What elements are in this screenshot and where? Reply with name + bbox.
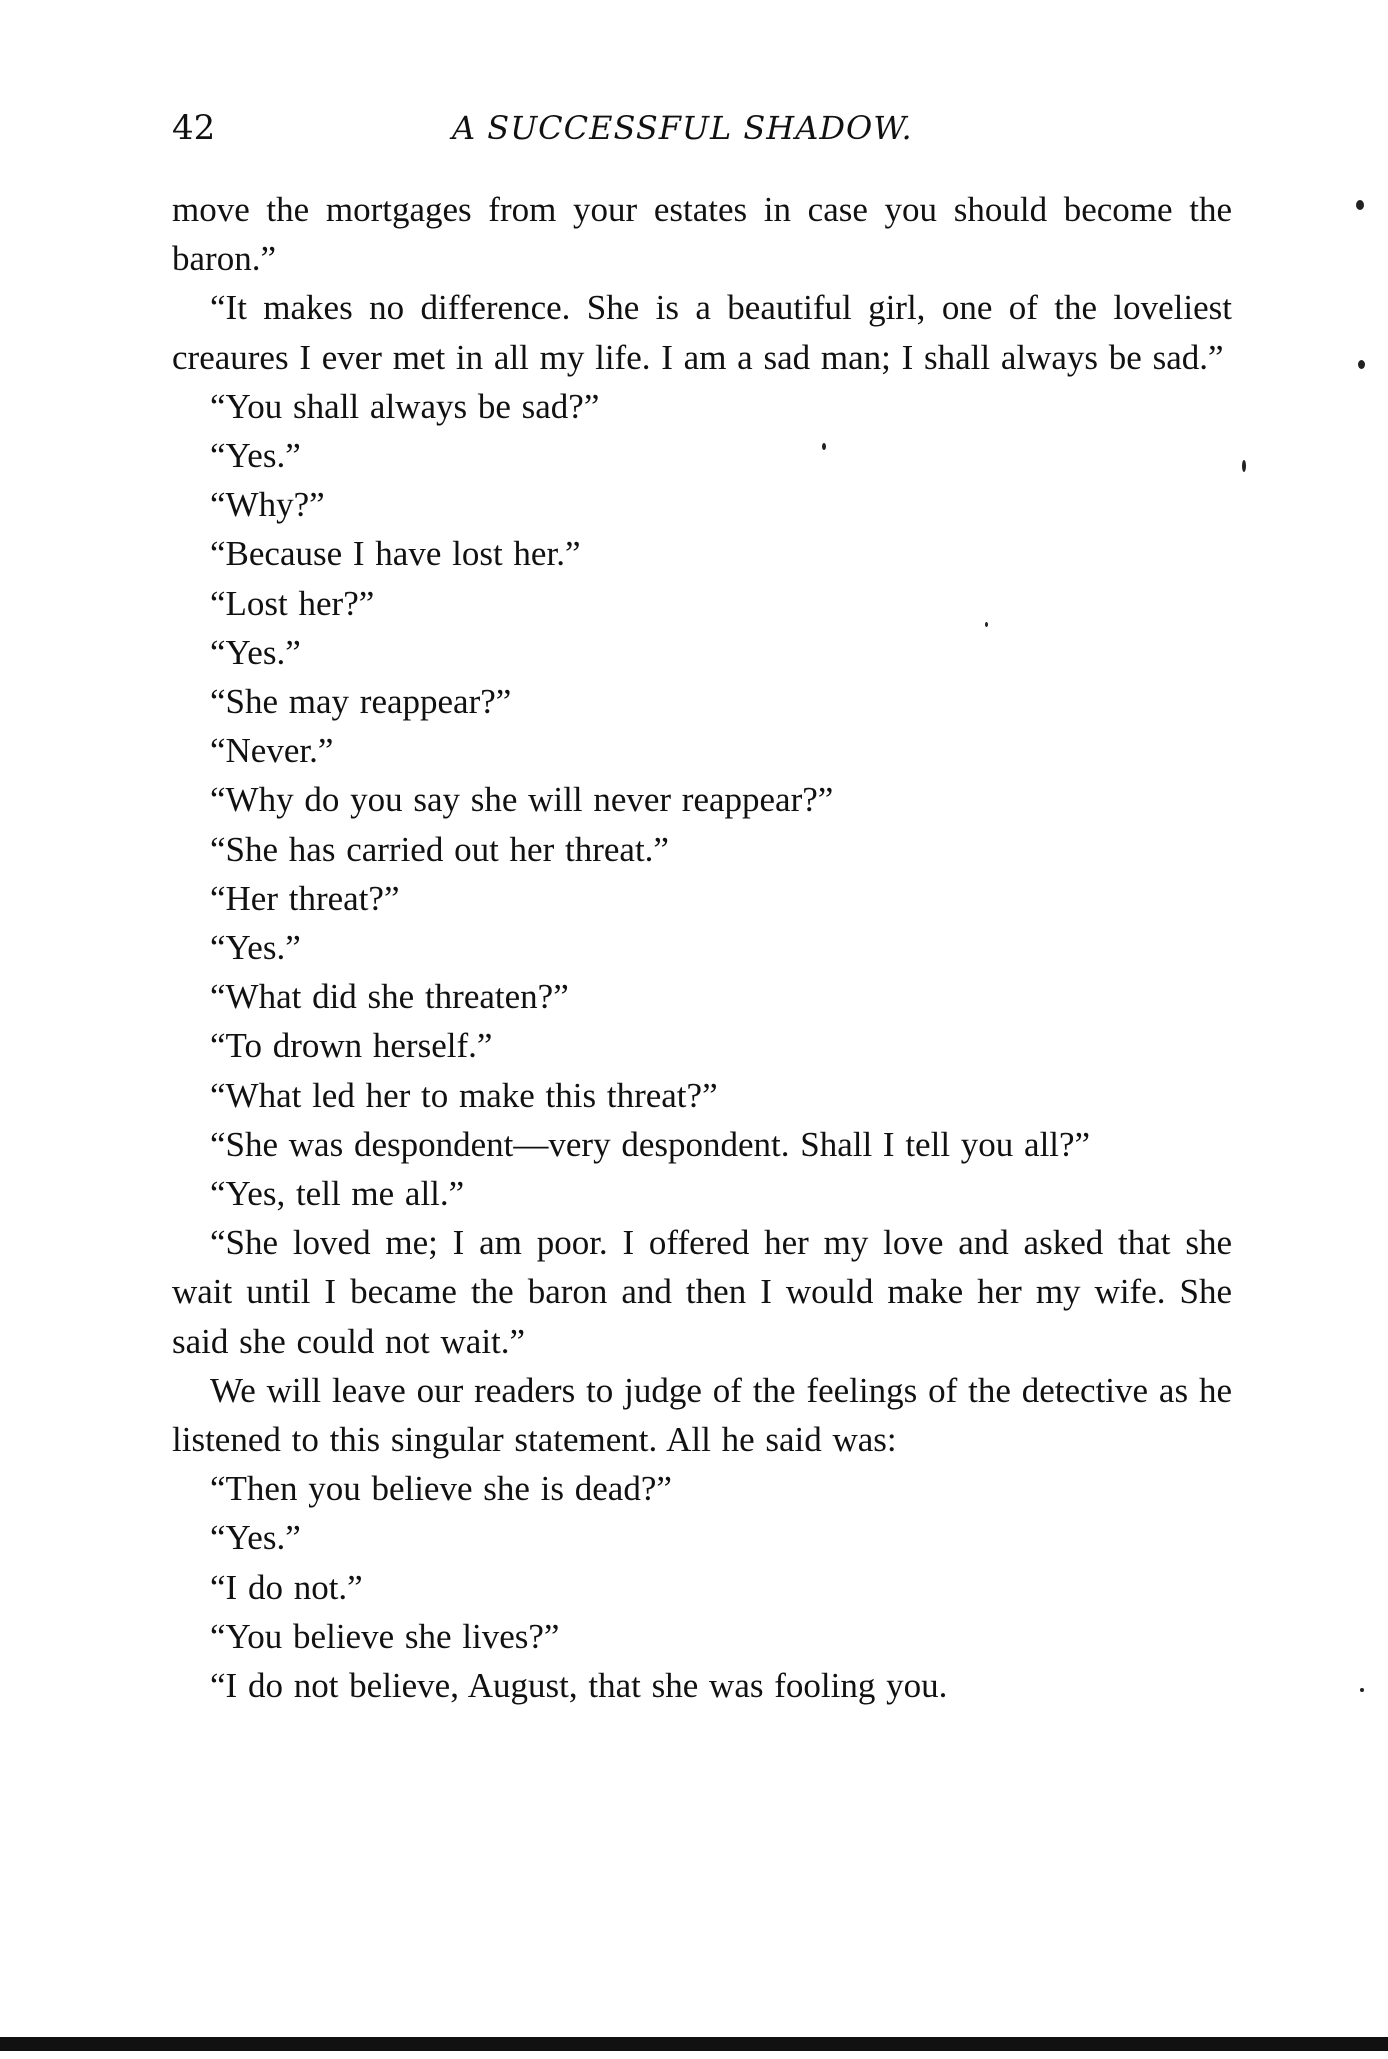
ink-speck bbox=[985, 622, 988, 627]
paragraph: “To drown herself.” bbox=[210, 1026, 493, 1066]
paragraph: “You believe she lives?” bbox=[210, 1616, 560, 1656]
paragraph: move the mortgages from your estates in case you should become the baron.” bbox=[172, 190, 1232, 279]
paragraph: “Yes.” bbox=[210, 436, 301, 476]
paragraph: “Yes.” bbox=[210, 1518, 301, 1558]
page-number: 42 bbox=[172, 108, 216, 148]
ink-speck bbox=[1356, 200, 1364, 210]
paragraph: “Because I have lost her.” bbox=[210, 534, 581, 574]
paragraph: “She may reappear?” bbox=[210, 682, 512, 722]
running-title: A SUCCESSFUL SHADOW. bbox=[452, 109, 913, 147]
paragraph: “It makes no difference. She is a beautiful girl, one of the loveliest creaures I ever met in all my life. I am a sad man; I shall always be sad.” bbox=[172, 288, 1232, 377]
paragraph: “She was despondent—very despondent. Shall I tell you all?” bbox=[210, 1124, 1091, 1164]
paragraph: “Lost her?” bbox=[210, 583, 375, 623]
paragraph: “You shall always be sad?” bbox=[210, 386, 600, 426]
paragraph: “She has carried out her threat.” bbox=[210, 829, 669, 869]
paragraph: “What led her to make this threat?” bbox=[210, 1075, 718, 1115]
paragraph: “What did she threaten?” bbox=[210, 977, 569, 1017]
paragraph: “Never.” bbox=[210, 731, 334, 771]
bottom-rule bbox=[0, 2037, 1388, 2051]
body-text bbox=[172, 185, 1232, 1710]
ink-speck bbox=[1360, 1688, 1364, 1692]
paragraph: “Yes.” bbox=[210, 928, 301, 968]
ink-speck bbox=[1358, 360, 1365, 369]
paragraph: “Her threat?” bbox=[210, 878, 400, 918]
ink-speck bbox=[822, 443, 826, 450]
paragraph: “Then you believe she is dead?” bbox=[210, 1469, 672, 1509]
paragraph: We will leave our readers to judge of the feelings of the detective as he listened to this singular statement. All he said was: bbox=[172, 1370, 1232, 1460]
paragraph: “Why?” bbox=[210, 485, 325, 525]
paragraph: “Yes.” bbox=[210, 632, 301, 672]
paragraph: “I do not believe, August, that she was fooling you. bbox=[210, 1666, 948, 1706]
page-header bbox=[172, 104, 1232, 154]
paragraph: “I do not.” bbox=[210, 1567, 363, 1607]
ink-speck bbox=[1242, 460, 1246, 472]
paragraph: “She loved me; I am poor. I offered her my love and asked that she wait until I became the baron and then I would make her my wife. She said she could not wait.” bbox=[172, 1223, 1232, 1361]
paragraph: “Yes, tell me all.” bbox=[210, 1174, 465, 1214]
paragraph: “Why do you say she will never reappear?” bbox=[210, 780, 834, 820]
